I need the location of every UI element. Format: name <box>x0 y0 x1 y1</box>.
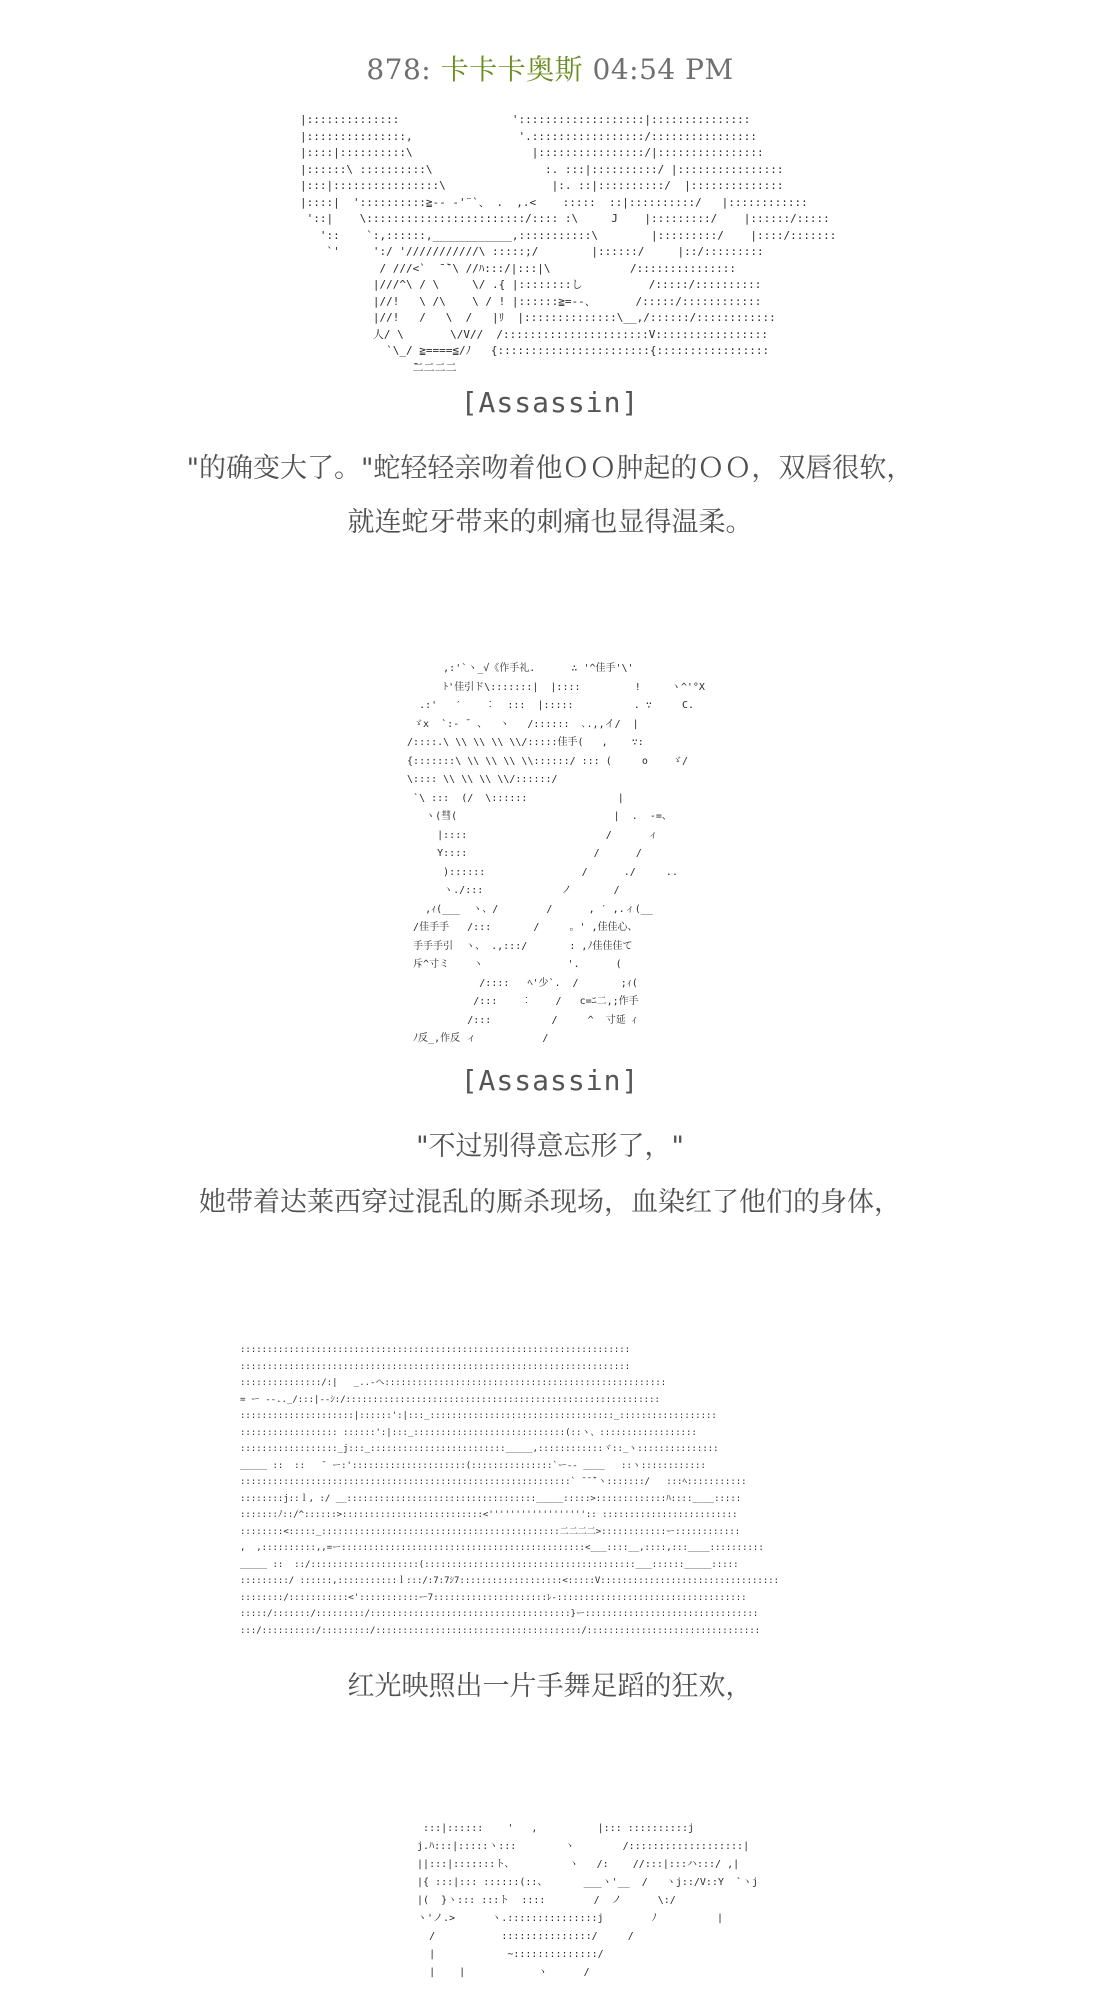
narration-line: 她带着达莱西穿过混乱的厮杀现场，血染红了他们的身体， <box>199 1187 901 1218</box>
narration-line: 红光映照出一片手舞足蹈的狂欢， <box>347 1671 753 1702</box>
post-separator: : <box>421 53 432 86</box>
speaker-label: [Assassin] <box>460 1064 640 1097</box>
narration-line: 就连蛇牙带来的刺痛也显得温柔。 <box>347 507 753 538</box>
post-author: 卡卡卡奥斯 <box>440 53 584 86</box>
post-time: 04:54 PM <box>592 53 734 86</box>
speaker-label: [Assassin] <box>460 386 640 419</box>
narration-line: "不过别得意忘形了，" <box>416 1131 684 1162</box>
ascii-art-4: :::|:::::: ' , |::: ::::::::::j j.ﾊ:::|:::::ヽ::: ヽ /:::::::::::::::::::| ||:::|:::::::ト、 ヽ /: //:::|:::ハ:::/ ,| |{ :::|::: ::::::(::、 ___ヽ'__ / ヽj::/V::Y `ヽj |( }ヽ::: :::ト :::: / ノ \:/ ヽ'ノ.> ヽ.:::::::::::::::j ﾉ | / :::::::::::::::/ / | ~::::::::::::::/ | | ヽ / <box>417 1823 759 1978</box>
post-header <box>0 48 1100 88</box>
post-number: 878 <box>366 53 422 86</box>
narration-line: "的确变大了。"蛇轻轻亲吻着他ＯＯ肿起的ＯＯ，双唇很软， <box>186 453 914 484</box>
ascii-art-1: |:::::::::::::: ':::::::::::::::::::|::::::::::::::: |:::::::::::::::, '.:::::::::::::::::/:::::::::::::::: |::::|::::::::::\ |::::::::::::::::/|:::::::::::::::: |::::::\ ::::::::::\ :. :::|::::::::::/ |:::::::::::::::: |:::|::::::::::::::::\ |:. ::|::::::::::/ |:::::::::::::: |::::| '::::::::::≧-- -'¨`、 . ,.< ::::: ::|::::::::::/ |:::::::::::: '::| \::::::::::::::::::::::::/:::: :\ J |:::::::::/ |::::::/::::: ':: `:,::::::,____________,:::::::::::\ |:::::::::/ |::::/::::::: `' ':/ '///////////\ :::::;/ |::::::/ |::/::::::::: / ///<` ̄ ̄`\ //ﾊ:::/|:::|\ /::::::::::::::: |///^\ / \ \/ .{ |::::::::し /:::::/:::::::::: |//! \ /\ \ / ! |::::::≧=--、 /:::::/:::::::::::: |//! / \ / |ﾘ |::::::::::::::\__,/::::::/:::::::::::: 人/ \ \/V// /::::::::::::::::::::::V::::::::::::::::: `\_/ ≧====≦/ﾉ {:::::::::::::::::::::::{::::::::::::::::: ̄二二二二 <box>300 113 837 374</box>
ascii-art-3: :::::::::::::::::::::::::::::::::::::::::::::::::::::::::::::::::::::::: :::::::::::::::::::::::::::::::::::::::::::::::::::::::::::::::::::::::: :::::::::::::::/:| _..-ヘ:::::::::::::::::::::::::::::::::::::::::::::::::::: = ー ‐-.._/:::|--ｼ:/:::::::::::::::::::::::::::::::::::::::::::::::::::::::::: :::::::::::::::::::::|::::::':|:::_::::::::::::::::::::::::::::::::::_:::::::::::::::::: :::::::::::::::::: ::::::':|:::_::::::::::::::::::::::::::::(::ヽ、:::::::::::::::::: ::::::::::::::::::_j:::_:::::::::::::::::::::::::_____,::::::::::::ヾ::_ヽ::::::::::::::: _____ :: :: ¯ ー:':::::::::::::::::::::(:::::::::::::::`ー-- ____ ::ヽ:::::::::::: :::::::::::::::::::::::::::::::::::::::::::::::::::::::::::::` ̄ ̄ ̄`ヽ:::::::/ :::ﾍ::::::::::: ::::::::j::ｌ, :/ __:::::::::::::::::::::::::::::::::::_____:::::>:::::::::::::ﾊ::::____::::: :::::::ﾉ::/^::::::>::::::::::::::::::::::::::<'''''''''''''''''':: ::::::::::::::::::::::::: ::::::::<:::::_::::::::::::::::::::::::::::::::::::::::::::二二二二>::::::::::::ー:::::::::::: , ,::::::::::,,=ー:::::::::::::::::::::::::::::::::::::::::::::<___::::__,::::,:::____:::::::::: _____ :: ::/::::::::::::::::::::(:::::::::::::::::::::::::::::::::::::::___::::::_____::::: :::::::::/ ::::::,:::::::::::ｌ:::/:7:7ｼ7:::::::::::::::::::<:::::V::::::::::::::::::::::::::::::::: ::::::::/:::::::::::<':::::::::::ー7:::::::::::::::::::::ﾚ-::::::::::::::::::::::::::::::::::: :::::/:::::::/:::::::::/:::::::::::::::::::::::::::::::::::::}ー:::::::::::::::::::::::::::::::: :::/::::::::::/:::::::::/::::::::::::::::::::::::::::::::::::::/:::::::::::::::::::::::::::::::: <box>240 1345 780 1636</box>
ascii-art-2: ,:'`ヽ_√《作手礼. ∴ '^佳手'\' ﾄ'佳引ド\:::::::| |:::: ! ヽ^'°X .:' ′ ︰ ::: |::::: . ∵ C. ゞx `:- ̄ 、 ヽ /:::::: ､.,,イ/ | /::::.\ \\ \\ \\ \\/:::::佳手( , ∵: {:::::::\ \\ \\ \\ \\::::::/ ::: ( o ゞ/ \:::: \\ \\ \\ \\/::::::/ `\ ::: (/ \:::::: | ヽ(彗( | . -=、 |:::: / ィ Y:::: / / ):::::: / ./ .. ヽ./::: ノ / ,ｨ(___ ヽ、/ / , ′ ,.ィ(__ /佳手手 /::: / 。' ,佳佳心、 手手手引 ヽ、 .,:::/ : ,ﾉ佳佳佳て 斥^寸ミ ヽ '. ( /:::: ﾍ'少`. / ;ｨ( /::: ︰ / c=ﾆ二,;作手 /::: / ^ 寸延 ｨ ﾉ反_,作反 ィ / <box>407 663 705 1044</box>
